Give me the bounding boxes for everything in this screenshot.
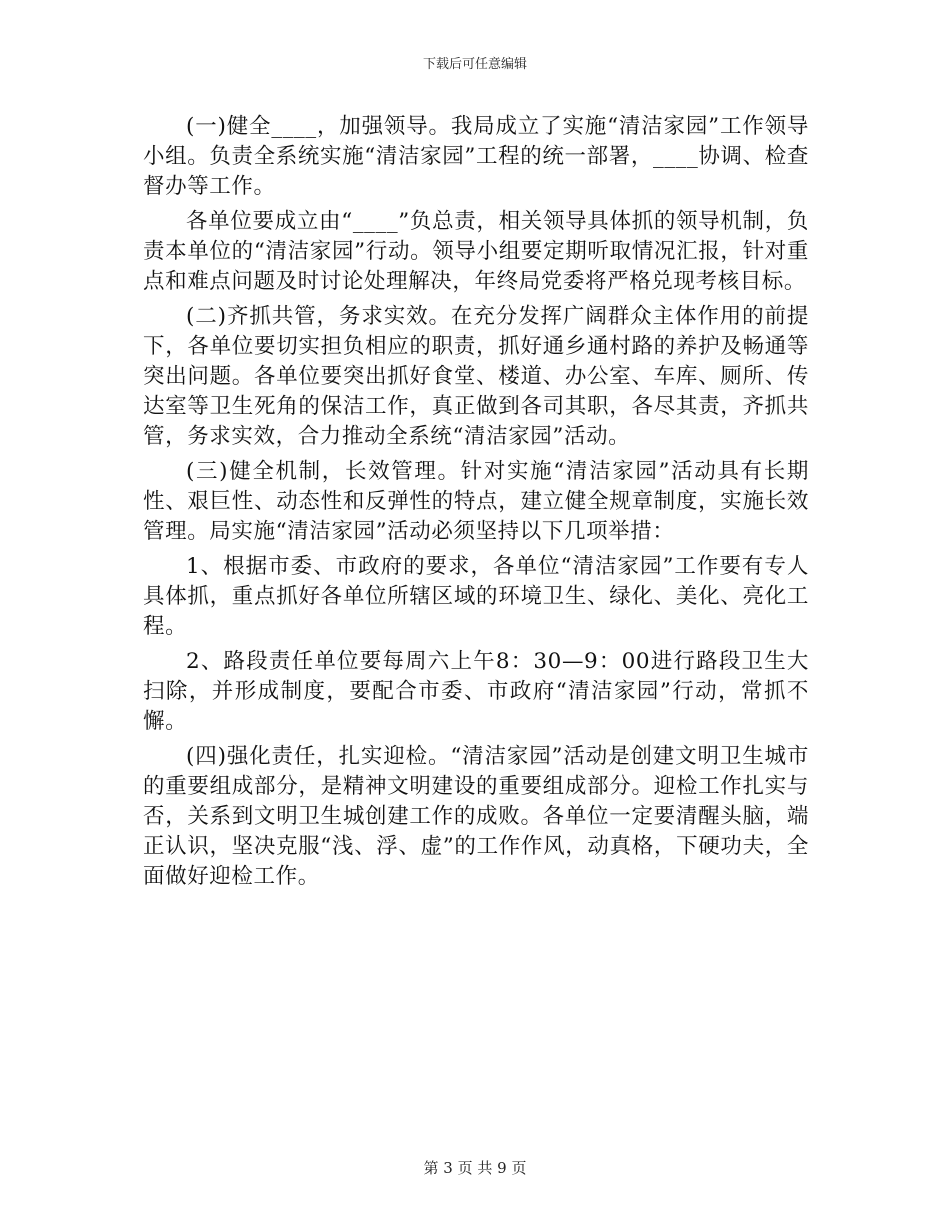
paragraph-item-2: 2、路段责任单位要每周六上午8：30—9：00进行路段卫生大扫除，并形成制度，要配合市委、市政府“清洁家园”行动，常抓不懈。 (143, 649, 809, 734)
paragraph-leadership: 各单位要成立由“____”负总责，相关领导具体抓的领导机制，负责本单位的“清洁家园”行动。领导小组要定期听取情况汇报，针对重点和难点问题及时讨论处理解决，年终局党委将严格兑现考核目标。 (143, 209, 809, 294)
document-body (143, 112, 809, 897)
paragraph-item-1: 1、根据市委、市政府的要求，各单位“清洁家园”工作要有专人具体抓，重点抓好各单位所辖区域的环境卫生、绿化、美化、亮化工程。 (143, 554, 809, 639)
paragraph-section-1: (一)健全____，加强领导。我局成立了实施“清洁家园”工作领导小组。负责全系统实施“清洁家园”工程的统一部署，____协调、检查督办等工作。 (143, 114, 809, 199)
page-header: 下载后可任意编辑 (422, 57, 527, 72)
paragraph-section-4: (四)强化责任，扎实迎检。“清洁家园”活动是创建文明卫生城市的重要组成部分，是精神文明建设的重要组成部分。迎检工作扎实与否，关系到文明卫生城创建工作的成败。各单位一定要清醒头脑，端正认识，坚决克服“浅、浮、虚”的工作作风，动真格，下硬功夫，全面做好迎检工作。 (143, 744, 809, 889)
page-number: 第 3 页 共 9 页 (423, 1159, 527, 1177)
paragraph-section-2: (二)齐抓共管，务求实效。在充分发挥广阔群众主体作用的前提下，各单位要切实担负相应的职责，抓好通乡通村路的养护及畅通等突出问题。各单位要突出抓好食堂、楼道、办公室、车库、厕所、传达室等卫生死角的保洁工作，真正做到各司其职，各尽其责，齐抓共管，务求实效，合力推动全系统“清洁家园”活动。 (143, 304, 809, 449)
paragraph-section-3: (三)健全机制，长效管理。针对实施“清洁家园”活动具有长期性、艰巨性、动态性和反弹性的特点，建立健全规章制度，实施长效管理。局实施“清洁家园”活动必须坚持以下几项举措： (143, 459, 809, 544)
